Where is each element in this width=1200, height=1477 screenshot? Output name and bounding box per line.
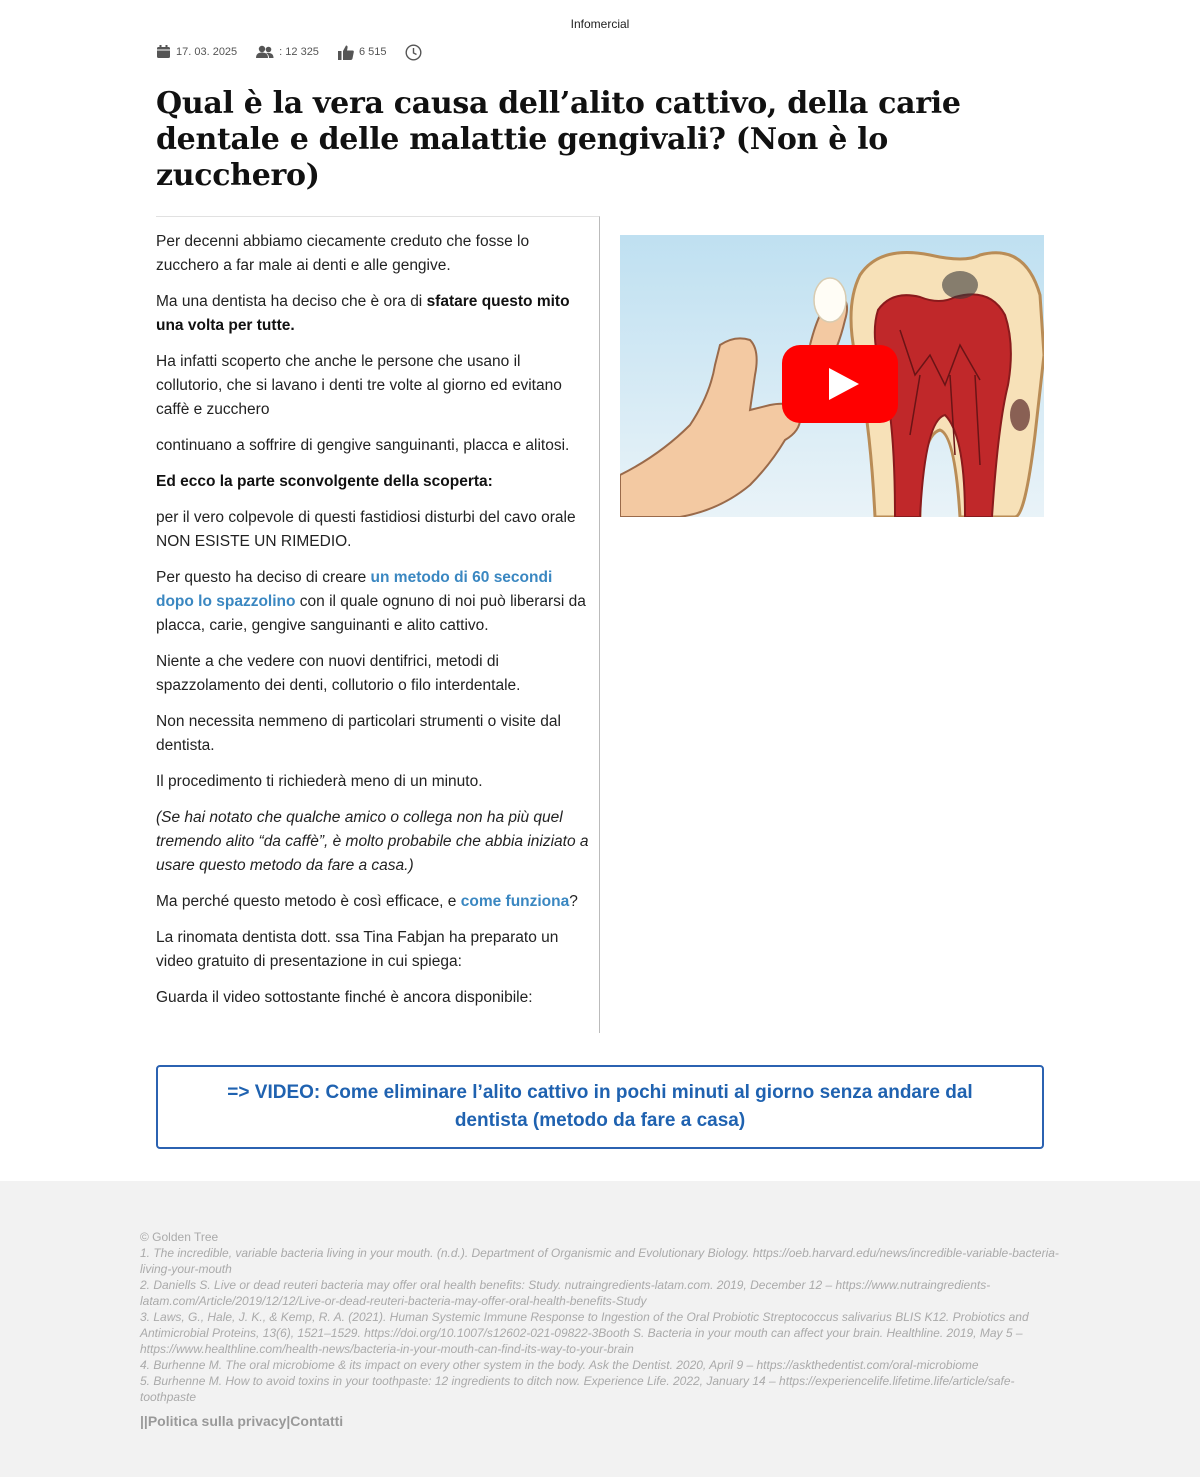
paragraph-4: continuano a soffrire di gengive sanguinanti, placca e alitosi. <box>156 437 570 454</box>
footer-links <box>140 1413 1200 1429</box>
footer-separator: || <box>140 1413 148 1429</box>
paragraph-2 <box>156 290 591 338</box>
how-it-works-link[interactable]: come funziona <box>460 893 570 910</box>
privacy-policy-link[interactable]: Politica sulla privacy <box>147 1413 287 1429</box>
video-thumbnail[interactable] <box>620 235 1044 517</box>
thumbs-up-icon <box>338 45 354 60</box>
meta-date <box>156 45 237 59</box>
paragraph-5-bold: Ed ecco la parte sconvolgente della scoperta: <box>156 473 493 490</box>
meta-bar <box>156 36 1044 68</box>
article-columns <box>156 216 1044 1033</box>
calendar-icon <box>156 45 171 59</box>
paragraph-11: (Se hai notato che qualche amico o collega non ha più quel tremendo alito “da caffè”, è molto probabile che abbia iniziato a usare questo metodo da fare a casa.) <box>156 809 589 874</box>
article-body <box>156 216 600 1033</box>
video-cta-link[interactable]: => VIDEO: Come eliminare l’alito cattivo in pochi minuti al giorno senza andare dal dentista (metodo da fare a casa) <box>227 1082 973 1131</box>
article-wrapper <box>156 36 1044 1149</box>
paragraph-2-bold: sfatare questo mito una volta per tutte. <box>156 293 570 334</box>
footer-separator: | <box>286 1413 291 1429</box>
paragraph-5 <box>156 470 591 494</box>
reference-item: 3. Laws, G., Hale, J. K., & Kemp, R. A. (2021). Human Systemic Immune Response to Ingestion of the Oral Probiotic Streptococcus salivarius BLIS K12. Probiotics and Antimicrobial Proteins, 13(6), 1521–1529. https://doi.org/10.1007/s12602-021-09822-3Booth S. Bacteria in your mouth can affect your brain. Healthline. 2019, May 5 – https://www.healthline.com/health-news/bacteria-in-your-mouth-can-find-its-way-to-your-brain <box>140 1310 1029 1356</box>
likes-count: 6 515 <box>358 46 387 58</box>
tooth-illustration <box>620 235 1044 517</box>
users-icon <box>256 45 274 59</box>
references-list <box>140 1245 1200 1405</box>
paragraph-1: Per decenni abbiamo ciecamente creduto che fosse lo zucchero a far male ai denti e alle gengive. <box>156 233 530 274</box>
paragraph-6: per il vero colpevole di questi fastidiosi disturbi del cavo orale NON ESISTE UN RIMEDIO. <box>156 509 576 550</box>
cta-box <box>156 1065 1044 1149</box>
paragraph-13: La rinomata dentista dott. ssa Tina Fabjan ha preparato un video gratuito di presentazione in cui spiega: <box>156 929 559 970</box>
readers-count: : 12 325 <box>279 46 319 58</box>
paragraph-7 <box>156 566 591 638</box>
meta-time <box>405 44 427 61</box>
contacts-link[interactable]: Contatti <box>290 1413 344 1429</box>
paragraph-7-text-b: con il quale ognuno di noi può liberarsi da placca, carie, gengive sanguinanti e alito cattivo. <box>156 593 586 634</box>
date-text: 17. 03. 2025 <box>176 46 238 58</box>
reference-item: 4. Burhenne M. The oral microbiome & its impact on every other system in the body. Ask the Dentist. 2020, April 9 – https://askthedentist.com/oral-microbiome <box>140 1358 979 1372</box>
paragraph-12-text-a: Ma perché questo metodo è così efficace, e <box>156 893 461 910</box>
media-column <box>600 216 1044 1033</box>
paragraph-7-text-a: Per questo ha deciso di creare <box>156 569 371 586</box>
reference-item: 1. The incredible, variable bacteria living in your mouth. (n.d.). Department of Organismic and Evolutionary Biology. https://oeb.harvard.edu/news/incredible-variable-bacteria-living-your-mouth <box>140 1246 1059 1276</box>
paragraph-2-text: Ma una dentista ha deciso che è ora di <box>156 293 427 310</box>
footer <box>0 1181 1200 1477</box>
paragraph-10: Il procedimento ti richiederà meno di un minuto. <box>156 773 483 790</box>
paragraph-9: Non necessita nemmeno di particolari strumenti o visite dal dentista. <box>156 713 561 754</box>
reference-item: 5. Burhenne M. How to avoid toxins in your toothpaste: 12 ingredients to ditch now. Experience Life. 2022, January 14 – https://experiencelife.lifetime.life/article/safe-toothpaste <box>140 1374 1015 1404</box>
clock-icon <box>405 44 422 61</box>
paragraph-8: Niente a che vedere con nuovi dentifrici, metodi di spazzolamento dei denti, collutorio o filo interdentale. <box>156 653 521 694</box>
reference-item: 2. Daniells S. Live or dead reuteri bacteria may offer oral health benefits: Study. nutraingredients-latam.com. 2019, December 12 – https://www.nutraingredients-latam.com/Article/2019/12/12/Live-or-dead-reuteri-bacteria-may-offer-oral-health-benefits-Study <box>140 1278 991 1308</box>
copyright-text: © Golden Tree <box>140 1230 219 1244</box>
paragraph-12-text-b: ? <box>569 893 578 910</box>
infomercial-label: Infomercial <box>570 17 630 31</box>
method-link[interactable]: un metodo di 60 secondi dopo lo spazzolino <box>156 569 553 610</box>
meta-likes <box>338 45 387 60</box>
paragraph-14: Guarda il video sottostante finché è ancora disponibile: <box>156 989 533 1006</box>
paragraph-3: Ha infatti scoperto che anche le persone che usano il collutorio, che si lavano i denti tre volte al giorno ed evitano caffè e zucchero <box>156 353 562 418</box>
page-title: Qual è la vera causa dell’alito cattivo, della carie dentale e delle malattie gengivali? (Non è lo zucchero) <box>156 86 961 193</box>
paragraph-12 <box>156 890 591 914</box>
meta-readers <box>256 45 319 59</box>
